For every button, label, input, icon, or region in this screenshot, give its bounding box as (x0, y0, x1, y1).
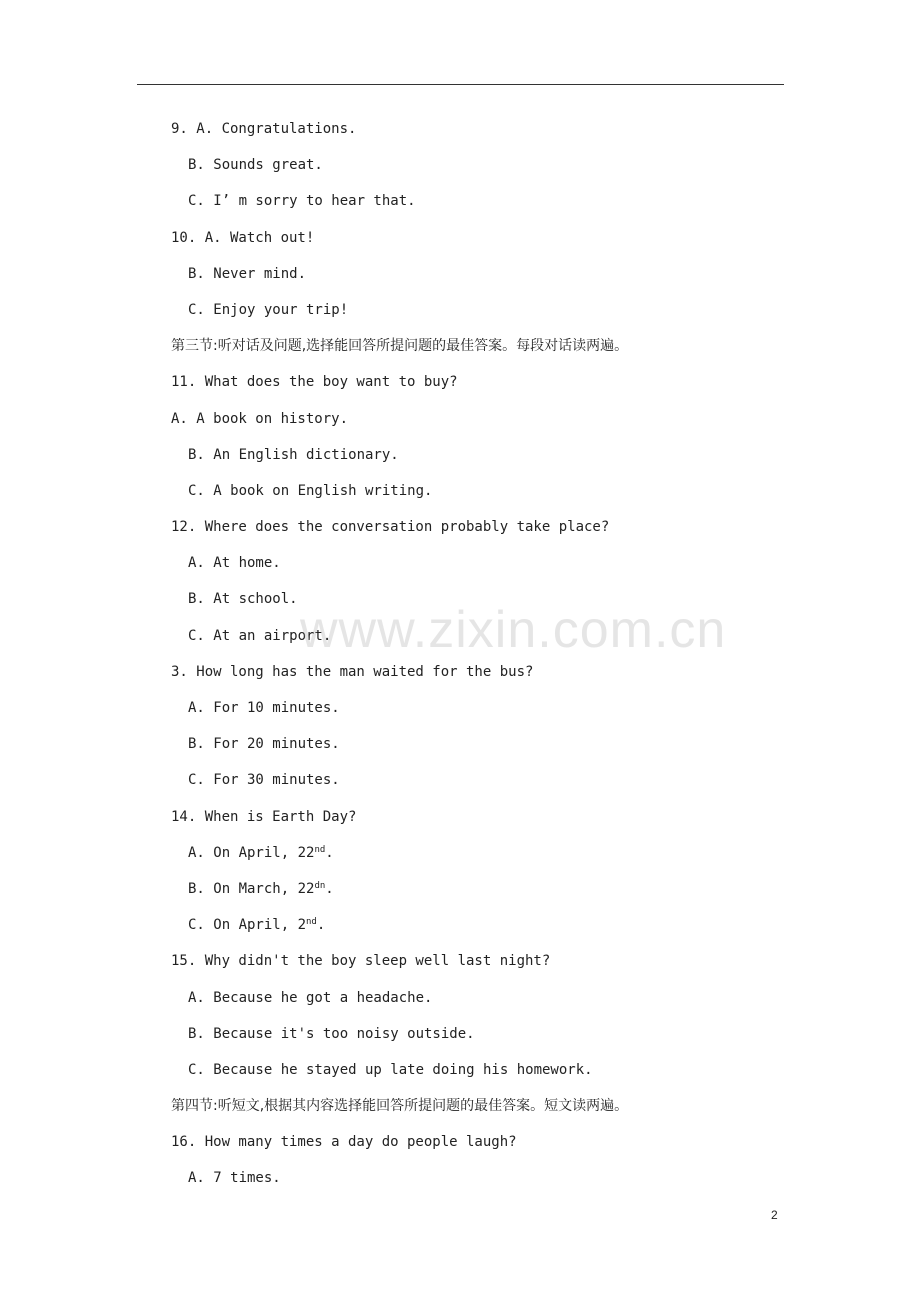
line-text: A. A book on history. (171, 410, 349, 427)
line-text: 3. How long has the man waited for the bus? (171, 663, 534, 680)
line-text: A. For 10 minutes. (188, 700, 340, 716)
line-text: 15. Why didn't the boy sleep well last night? (171, 953, 551, 970)
text-line (171, 118, 783, 154)
text-line (171, 154, 783, 190)
text-line (171, 769, 783, 805)
line-text: A. Because he got a headache. (188, 989, 433, 1006)
ordinal-suffix: nd (306, 917, 317, 928)
text-line (171, 987, 783, 1023)
line-text: C. A book on English writing. (188, 482, 433, 499)
watermark: www.zixin.com.cn (300, 601, 727, 659)
section-heading (171, 1095, 783, 1131)
text-line (171, 552, 783, 588)
line-text: A. At home. (188, 555, 281, 572)
line-text: 10. A. Watch out! (171, 229, 315, 246)
line-text: B. Sounds great. (188, 157, 323, 174)
text-line (171, 1059, 783, 1095)
line-text: C. For 30 minutes. (188, 772, 340, 789)
text-line (171, 914, 783, 950)
ordinal-suffix: nd (314, 844, 326, 855)
line-text: 11. What does the boy want to buy? (171, 374, 458, 391)
text-line (171, 950, 783, 986)
text-line (171, 227, 783, 263)
line-text: B. Never mind. (188, 265, 307, 282)
text-line (171, 806, 783, 842)
text-line (171, 878, 783, 914)
page-number: 2 (771, 1208, 778, 1222)
line-text: A. 7 times. (188, 1170, 281, 1187)
line-text: C. Because he stayed up late doing his homework. (188, 1061, 593, 1078)
text-line (171, 588, 783, 624)
line-text: C. On April, 2 (188, 917, 307, 934)
text-line (171, 516, 783, 552)
line-text-end: . (325, 844, 334, 861)
line-text: B. An English dictionary. (188, 446, 399, 463)
text-line (171, 263, 783, 299)
text-line (171, 444, 783, 480)
text-line (171, 697, 783, 733)
line-text-end: . (316, 917, 326, 934)
line-text: 14. When is Earth Day? (171, 808, 357, 825)
line-text: 第四节:听短文,根据其内容选择能回答所提问题的最佳答案。短文读两遍。 (171, 1098, 629, 1115)
header-rule (137, 84, 784, 85)
line-text: B. Because it's too noisy outside. (188, 1025, 475, 1042)
text-line (171, 480, 783, 516)
text-line (171, 661, 783, 697)
line-text: 16. How many times a day do people laugh? (171, 1134, 517, 1151)
text-line (171, 190, 783, 226)
text-line (171, 625, 783, 661)
text-line (171, 1131, 783, 1167)
text-line (171, 299, 783, 335)
text-line (171, 371, 783, 407)
line-text: C. Enjoy your trip! (188, 301, 349, 318)
line-text: B. At school. (188, 591, 298, 608)
line-text: 9. A. Congratulations. (171, 121, 357, 137)
line-text: C. I’ m sorry to hear that. (188, 193, 416, 210)
section-heading (171, 335, 783, 371)
line-text: 第三节:听对话及问题,选择能回答所提问题的最佳答案。每段对话读两遍。 (171, 338, 629, 355)
line-text: B. For 20 minutes. (188, 736, 340, 753)
line-text: B. On March, 22 (188, 880, 315, 897)
line-text: 12. Where does the conversation probably take place? (171, 519, 610, 536)
text-line (171, 842, 783, 878)
line-text: C. At an airport. (188, 627, 332, 644)
text-line (171, 408, 783, 444)
document-body (171, 118, 783, 1204)
text-line (171, 733, 783, 769)
line-text-end: . (325, 880, 334, 897)
text-line (171, 1023, 783, 1059)
ordinal-suffix: dn (314, 880, 326, 891)
line-text: A. On April, 22 (188, 844, 315, 861)
text-line (171, 1167, 783, 1203)
